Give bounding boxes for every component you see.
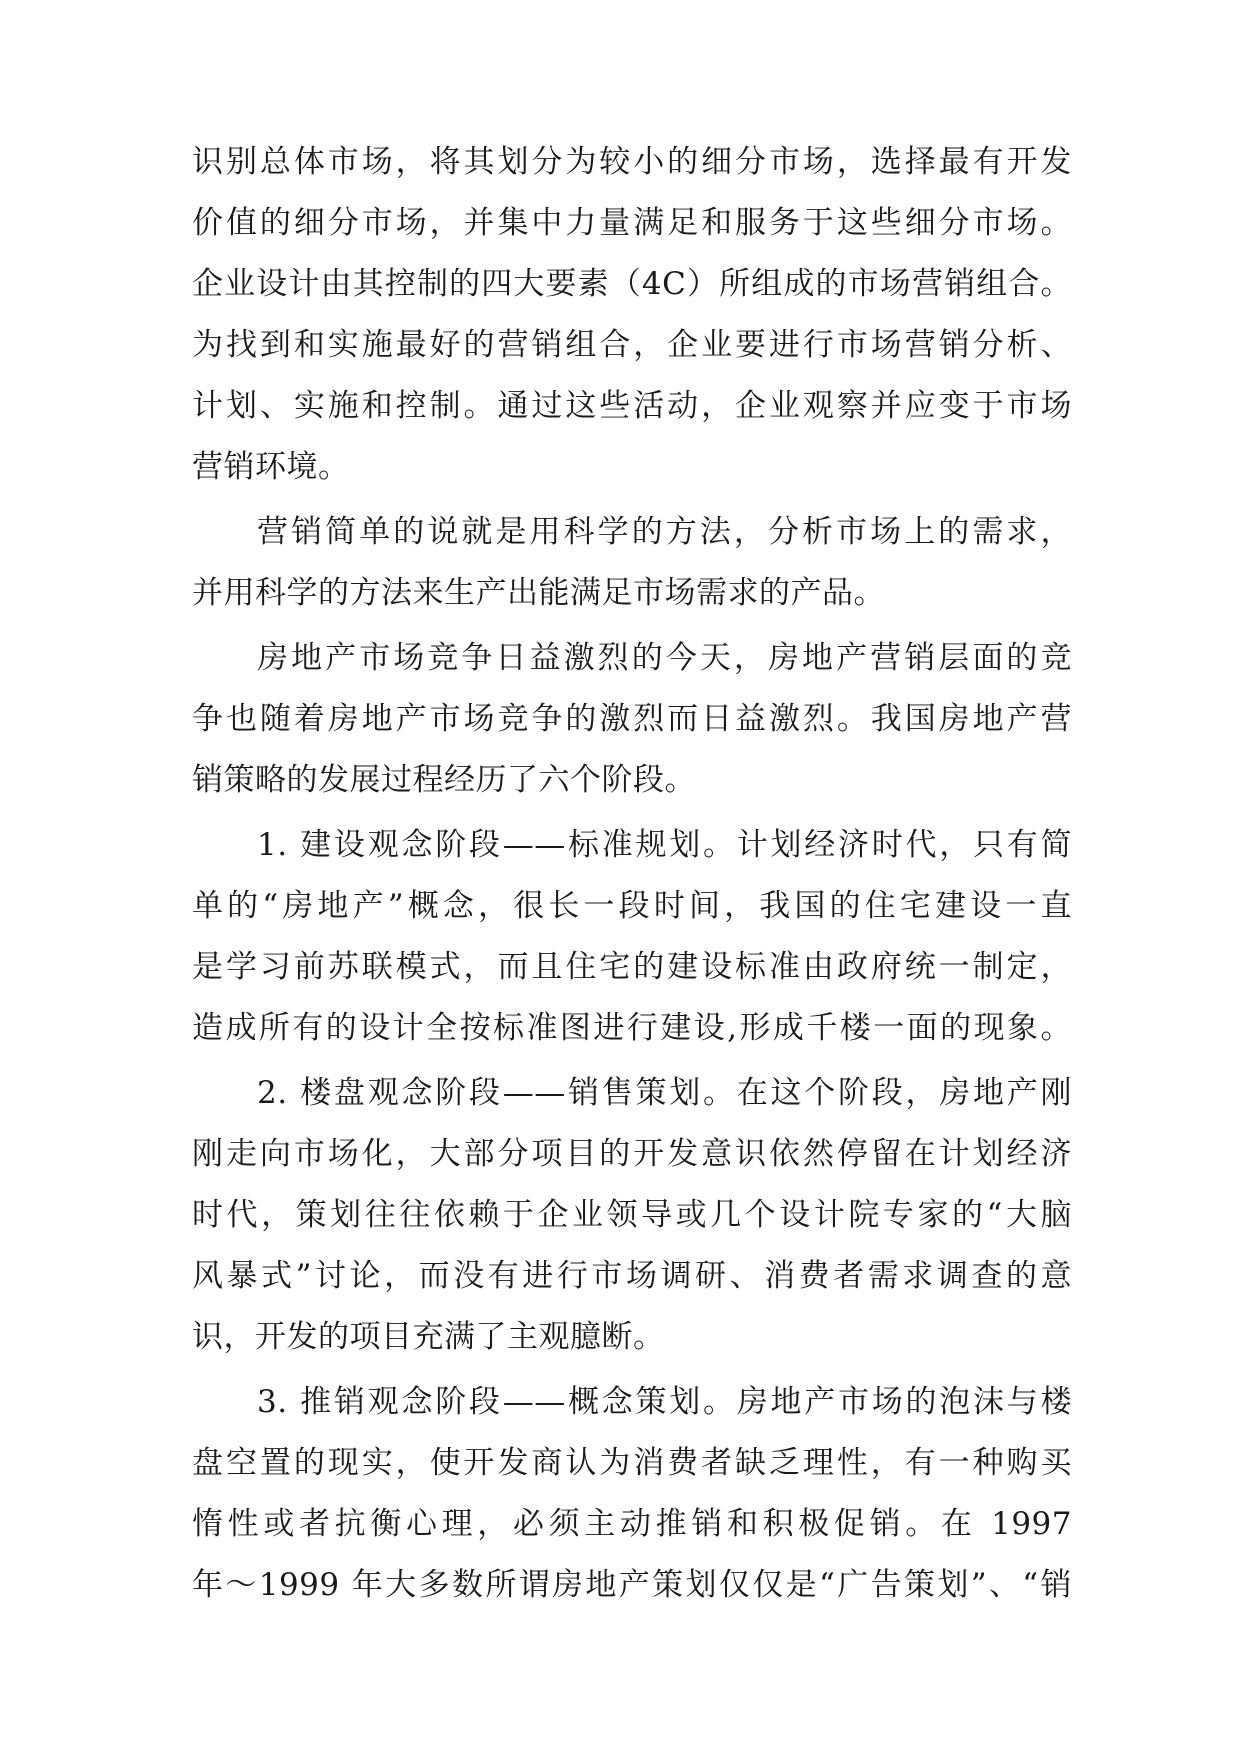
text-line: 识，开发的项目充满了主观臆断。 [192, 1319, 665, 1355]
text-line: 识别总体市场，将其划分为较小的细分市场，选择最有开发 [192, 144, 1072, 180]
list-item-2-first-line: 2. 楼盘观念阶段——销售策划。在这个阶段，房地产刚 [257, 1075, 1072, 1111]
text-line: 计划、实施和控制。通过这些活动，企业观察并应变于市场 [192, 388, 1072, 424]
text-line: 时代，策划往往依赖于企业领导或几个设计院专家的“大脑 [192, 1197, 1072, 1233]
text-line: 单的“房地产”概念，很长一段时间，我国的住宅建设一直 [192, 888, 1072, 924]
text-line: 惰性或者抗衡心理，必须主动推销和积极促销。在 1997 [192, 1506, 1072, 1542]
text-line: 价值的细分市场，并集中力量满足和服务于这些细分市场。 [192, 205, 1072, 241]
text-line: 年～1999 年大多数所谓房地产策划仅仅是“广告策划”、“销 [192, 1567, 1072, 1603]
text-line: 争也随着房地产市场竞争的激烈而日益激烈。我国房地产营 [192, 701, 1072, 737]
paragraph-first-line: 营销简单的说就是用科学的方法，分析市场上的需求， [257, 514, 1072, 550]
text-line: 盘空置的现实，使开发商认为消费者缺乏理性，有一种购买 [192, 1445, 1072, 1481]
list-item-3-first-line: 3. 推销观念阶段——概念策划。房地产市场的泡沫与楼 [257, 1384, 1072, 1420]
text-line: 是学习前苏联模式，而且住宅的建设标准由政府统一制定， [192, 949, 1072, 985]
text-line: 为找到和实施最好的营销组合，企业要进行市场营销分析、 [192, 327, 1072, 363]
text-line: 销策略的发展过程经历了六个阶段。 [192, 762, 696, 798]
paragraph-first-line: 房地产市场竞争日益激烈的今天，房地产营销层面的竞 [257, 640, 1072, 676]
text-line: 风暴式”讨论，而没有进行市场调研、消费者需求调查的意 [192, 1258, 1072, 1294]
text-line: 营销环境。 [192, 449, 350, 485]
text-line: 刚走向市场化，大部分项目的开发意识依然停留在计划经济 [192, 1136, 1072, 1172]
text-line: 造成所有的设计全按标准图进行建设,形成千楼一面的现象。 [192, 1010, 1072, 1046]
text-line: 并用科学的方法来生产出能满足市场需求的产品。 [192, 575, 885, 611]
text-line: 企业设计由其控制的四大要素（4C）所组成的市场营销组合。 [192, 266, 1072, 302]
list-item-1-first-line: 1. 建设观念阶段——标准规划。计划经济时代，只有简 [257, 827, 1072, 863]
